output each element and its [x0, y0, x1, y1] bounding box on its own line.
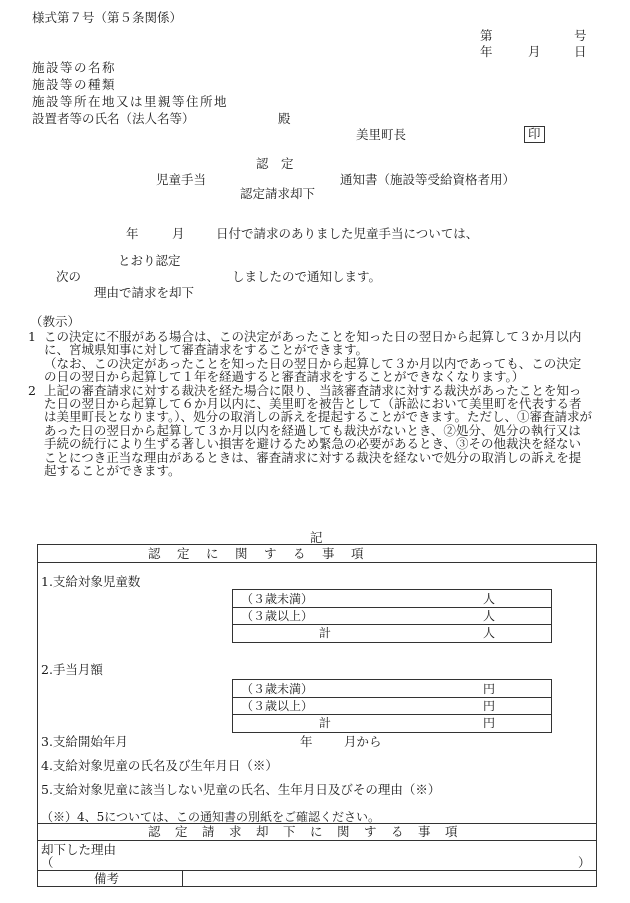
title-option-approve: 認 定: [256, 156, 294, 171]
rejection-header: [38, 823, 596, 841]
intro-month: 月: [172, 226, 185, 241]
instruction-item-2: [28, 382, 593, 479]
intro-text: 日付で請求のありました児童手当については、: [216, 226, 479, 241]
row-label: 計: [319, 626, 332, 640]
rejection-reason-label: 却下した理由: [41, 842, 117, 857]
row-label: 計: [319, 716, 332, 730]
date-year: 年: [480, 44, 493, 59]
recipient-label: 設置者等の氏名（法人名等）: [32, 111, 195, 126]
child-count-table: [232, 589, 552, 643]
amount-row: [233, 697, 551, 715]
child-count-label: 1.支給対象児童数: [41, 574, 141, 589]
document-number-prefix: 第: [480, 28, 493, 43]
decision-text: しましたので通知します。: [232, 269, 382, 284]
row-label: （３歳未満）: [241, 682, 314, 696]
remarks-row: [38, 870, 596, 887]
instruction-item-note: [32, 357, 592, 384]
instruction-body: [28, 329, 593, 479]
approval-header-text: 認 定 に 関 す る 事 項: [148, 546, 366, 561]
amount-row: [233, 680, 551, 698]
attachment-note: （※）4、5については、この通知書の別紙をご確認ください。: [41, 810, 381, 824]
facility-name-label: 施設等の名称: [32, 60, 117, 75]
intro-year: 年: [126, 226, 139, 241]
amount-total-row: [233, 714, 551, 731]
remarks-divider: [182, 871, 183, 887]
title-suffix: 通知書（施設等受給資格者用）: [340, 172, 516, 187]
rejection-reason-open: （: [41, 855, 54, 870]
form-number: 様式第７号（第５条関係）: [32, 10, 183, 25]
start-month-unit: 月から: [344, 734, 382, 749]
row-unit: 人: [483, 609, 496, 623]
rejection-header-text: 認 定 請 求 却 下 に 関 す る 事 項: [148, 824, 459, 839]
child-count-total-row: [233, 624, 551, 641]
row-unit: 円: [483, 682, 496, 696]
row-label: （３歳以上）: [241, 699, 314, 713]
rejection-reason-close: ）: [578, 855, 591, 870]
issuer-name: 美里町長: [356, 127, 407, 142]
child-count-row: [233, 590, 551, 608]
eligible-children-label: 4.支給対象児童の氏名及び生年月日（※）: [41, 758, 278, 773]
child-count-row: [233, 607, 551, 625]
instruction-note-text: （なお、この決定があったことを知った日の翌日から起算して３か月以内であっても、この決定の日の翌日から起算して１年を経過すると審査請求をすることができなくなります。）: [44, 355, 582, 385]
row-label: （３歳未満）: [241, 592, 314, 606]
monthly-amount-label: 2.手当月額: [41, 662, 103, 677]
date-month: 月: [528, 44, 541, 59]
document-number-suffix: 号: [574, 28, 587, 43]
details-table: [37, 544, 597, 887]
instruction-item-text: 上記の審査請求に対する裁決を経た場合に限り、当該審査請求に対する裁決があったことを知った日の翌日から起算して６か月以内に、美里町を被告として（訴訟において美里町を代表する者は美里町長となります。）、処分の取消しの訴えを提起することができます。ただし、①審査請求があった日の翌日から起算して３か月以内を経過しても裁決がないとき、②処分、処分の執行又は手続の続行により生ずる著しい損害を避けるため緊急の必要があるとき、③その他裁決を経ないことにつき正当な理由があるときは、審査請求に対する裁決を経ないで処分の取消しの訴えを提起することができます。: [44, 382, 593, 479]
decision-prefix: 次の: [56, 269, 82, 284]
recipient-honorific: 殿: [278, 111, 291, 126]
title-option-reject: 認定請求却下: [240, 186, 316, 201]
instruction-item-number: 1: [28, 329, 36, 344]
facility-address-label: 施設等所在地又は里親等住所地: [32, 94, 229, 109]
facility-type-label: 施設等の種類: [32, 77, 117, 92]
seal-mark: 印: [524, 126, 545, 143]
row-unit: 人: [483, 592, 496, 606]
decision-option-reject: 理由で請求を却下: [94, 285, 195, 300]
ineligible-children-label: 5.支給対象児童に該当しない児童の氏名、生年月日及びその理由（※）: [41, 782, 441, 797]
row-unit: 円: [483, 699, 496, 713]
decision-option-approve: とおり認定: [118, 253, 181, 268]
instruction-heading: （教示）: [30, 314, 81, 329]
approval-header: [38, 545, 596, 563]
row-label: （３歳以上）: [241, 609, 314, 623]
ki-label: 記: [310, 530, 323, 545]
row-unit: 円: [483, 716, 496, 730]
title-main: 児童手当: [156, 172, 207, 187]
date-day: 日: [574, 44, 587, 59]
instruction-item-number: 2: [28, 382, 36, 398]
start-year-unit: 年: [300, 734, 313, 749]
start-month-label: 3.支給開始年月: [41, 734, 128, 749]
instruction-item-1: [28, 329, 592, 358]
instruction-item-text: この決定に不服がある場合は、この決定があったことを知った日の翌日から起算して３か月以内に、宮城県知事に対して審査請求をすることができます。: [44, 329, 582, 358]
row-unit: 人: [483, 626, 496, 640]
monthly-amount-table: [232, 679, 552, 733]
remarks-label: 備考: [94, 871, 120, 886]
